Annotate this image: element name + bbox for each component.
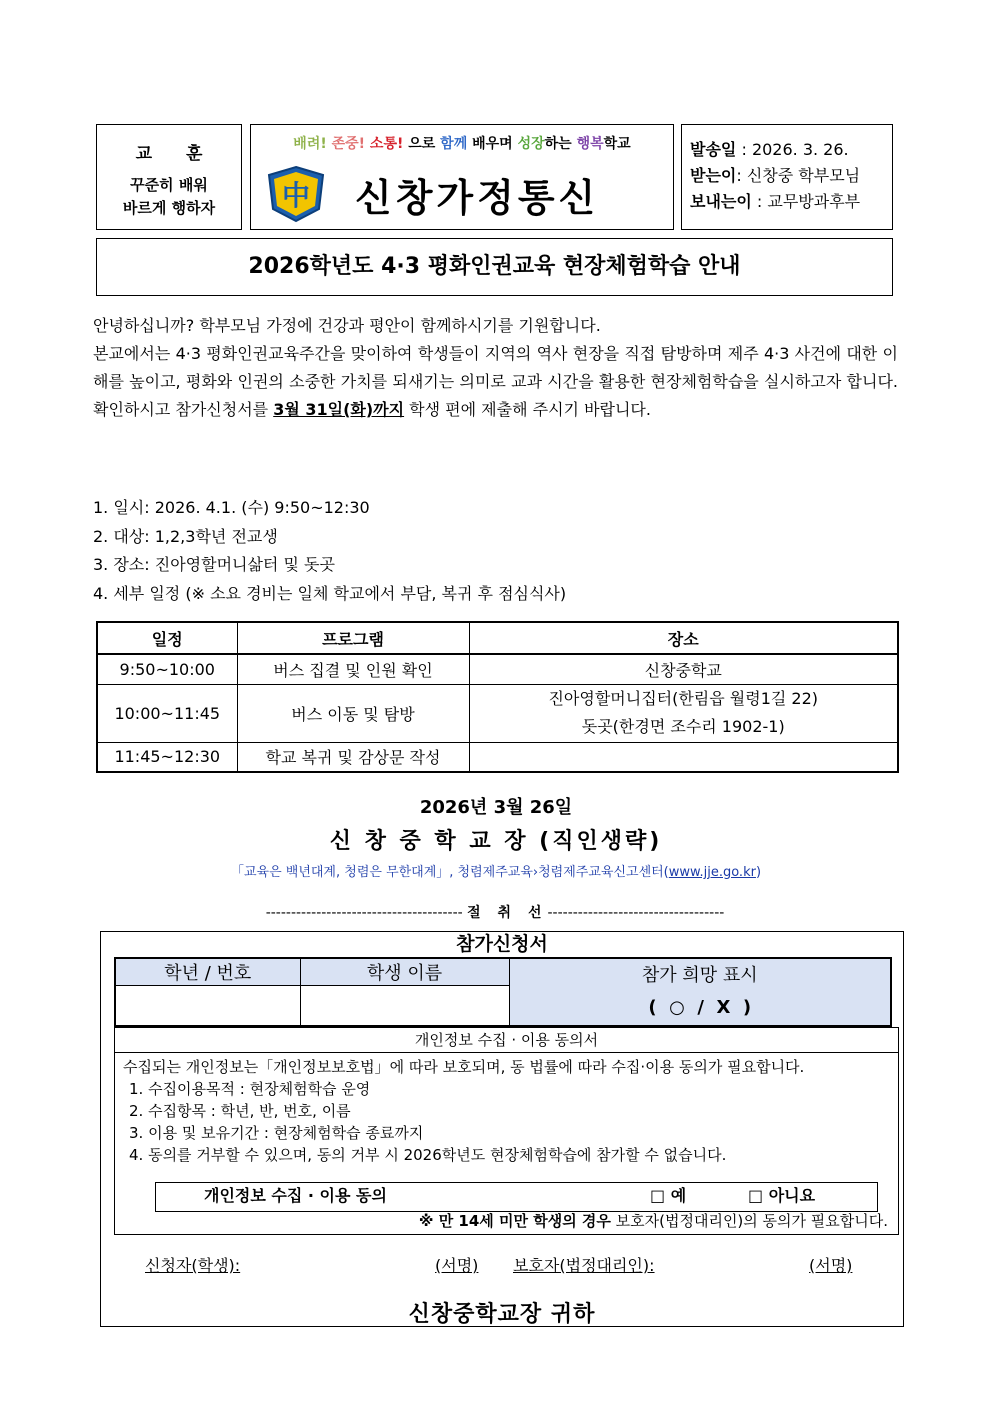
greeting: 안녕하십니까? 학부모님 가정에 건강과 평안이 함께하시기를 기원합니다. [93, 316, 601, 335]
participation-header: 참가 희망 표시 [641, 964, 758, 986]
consent-no-checkbox[interactable]: □ 아니요 [748, 1186, 816, 1205]
guardian-signature[interactable]: (서명) [809, 1256, 853, 1275]
row-time: 11:45~12:30 [97, 742, 237, 772]
consent-item: 3. 이용 및 보유기간 : 현장체험학습 종료까지 [129, 1124, 424, 1142]
place-line-2: 돗곳(한경면 조수리 1902-1) [581, 717, 785, 736]
campaign-text: 「교육은 백년대계, 청렴은 무한대계」, 청렴제주교육›청렴제주교육신고센터( [230, 865, 669, 880]
place-line-1: 진아영할머니집터(한림읍 월령1길 22) [548, 689, 819, 708]
sent-date-value: : 2026. 3. 26. [736, 140, 849, 159]
slogan-part: 행복 [576, 136, 604, 152]
table-row [97, 742, 898, 772]
schedule-table [96, 621, 899, 773]
integrity-campaign [0, 861, 992, 880]
recipient-label: 받는이 [690, 166, 737, 185]
sent-date-label: 발송일 [690, 140, 737, 159]
row-place [469, 742, 898, 772]
applicant-signature[interactable]: (서명) [435, 1256, 479, 1275]
minor-consent-note [419, 1210, 888, 1232]
row-place [469, 684, 898, 742]
slogan-part: 함께 [440, 136, 468, 152]
cut-dashes-left: --------------------------------------- [265, 905, 468, 921]
form-addressee: 신창중학교장 귀하 [408, 1302, 596, 1327]
header-time: 일정 [97, 622, 237, 654]
intro-body [93, 340, 898, 424]
row-time: 9:50~10:00 [97, 654, 237, 684]
newsletter-title: 신창가정통신 [355, 176, 600, 220]
campaign-link[interactable]: www.jje.go.kr [668, 865, 756, 880]
grade-number-header: 학년 / 번호 [115, 958, 300, 986]
intro-body-end: 학생 편에 제출해 주시기 바랍니다. [404, 400, 651, 419]
row-program: 학교 복귀 및 감상문 작성 [237, 742, 469, 772]
minor-note-bold: ※ 만 14세 미만 학생의 경우 [418, 1212, 611, 1230]
recipient-row [690, 163, 892, 189]
slogan-part: 성장 [517, 136, 545, 152]
sender-value: : 교무방과후부 [751, 192, 861, 211]
sender-label: 보내는이 [690, 192, 752, 211]
recipient-value: : 신창중 학부모님 [736, 166, 861, 185]
consent-agreement-box [155, 1182, 878, 1212]
consent-intro: 수집되는 개인정보는「개인정보보호법」에 따라 보호되며, 동 법률에 따라 수집·이용 동의가 필요합니다. [123, 1058, 805, 1076]
row-program: 버스 집결 및 인원 확인 [237, 654, 469, 684]
consent-item: 1. 수집이용목적 : 현장체험학습 운영 [129, 1080, 371, 1098]
slogan-part: 존중! [331, 136, 370, 152]
motto-line-1: 꾸준히 배워 [130, 176, 208, 194]
campaign-close: ) [755, 865, 762, 880]
motto-line-2: 바르게 행하자 [122, 199, 216, 217]
event-details-list [93, 494, 898, 608]
minor-note-rest: 보호자(법정대리인)의 동의가 필요합니다. [610, 1212, 888, 1230]
detail-schedule-note: 4. 세부 일정 (※ 소요 경비는 일체 학교에서 부담, 복귀 후 점심식사) [93, 583, 567, 603]
motto-title: 교 훈 [135, 144, 217, 164]
application-form [100, 931, 904, 1327]
schedule-table-wrapper [96, 621, 899, 773]
table-row [97, 654, 898, 684]
consent-agreement-label: 개인정보 수집 · 이용 동의 [204, 1186, 387, 1205]
form-title: 참가신청서 [456, 933, 548, 955]
cut-dashes-right: ----------------------------------- [547, 905, 725, 921]
consent-yes-checkbox[interactable]: □ 예 [650, 1186, 687, 1205]
row-place: 신창중학교 [469, 654, 898, 684]
due-date: 3월 31일(화)까지 [273, 400, 405, 419]
header-place: 장소 [469, 622, 898, 654]
participation-options: ( ○ / X ) [648, 996, 752, 1018]
header-program: 프로그램 [237, 622, 469, 654]
grade-number-input[interactable] [115, 986, 300, 1026]
consent-title: 개인정보 수집 · 이용 동의서 [115, 1028, 898, 1053]
motto-box [96, 124, 242, 230]
applicant-label: 신청자(학생): [145, 1256, 241, 1275]
row-program: 버스 이동 및 탐방 [237, 684, 469, 742]
intro-text [93, 312, 898, 424]
detail-place: 3. 장소: 진아영할머니삶터 및 돗곳 [93, 555, 335, 574]
table-row [97, 684, 898, 742]
intro-body-start: 본교에서는 4·3 평화인권교육주간을 맞이하여 학생들이 지역의 역사 현장을 직접 탐방하며 제주 4·3 사건에 대한 이해를 높이고, 평화와 인권의 소중한 가치를 되새기는 의미로 교과 시간을 활용한 현장체험학습을 실시하고자 합니다. 확인하시고 참가신청서를 [93, 344, 898, 419]
issue-date: 2026년 3월 26일 [419, 797, 573, 818]
slogan-part: 소통! [369, 136, 409, 152]
student-name-header: 학생 이름 [300, 958, 509, 986]
cut-label: 절 취 선 [467, 905, 548, 921]
document-headline: 2026학년도 4·3 평화인권교육 현장체험학습 안내 [96, 238, 893, 296]
newsletter-title-box [250, 124, 674, 230]
participation-cell [509, 958, 891, 1026]
slogan-part: 배우며 [467, 136, 518, 152]
dispatch-info-box [681, 124, 893, 230]
application-table [114, 957, 892, 1027]
privacy-consent-section [114, 1027, 899, 1235]
slogan-part: 배려! [293, 136, 332, 152]
slogan-part: 학교 [603, 136, 631, 152]
slogan-part: 하는 [544, 136, 577, 152]
school-slogan [251, 133, 673, 153]
sent-date-row [690, 137, 892, 163]
cut-line [110, 902, 880, 922]
emblem-character: 中 [281, 179, 311, 212]
consent-item: 4. 동의를 거부할 수 있으며, 동의 거부 시 2026학년도 현장체험학습에 참가할 수 없습니다. [129, 1146, 727, 1164]
student-name-input[interactable] [300, 986, 509, 1026]
sender-row [690, 189, 892, 215]
consent-item: 2. 수집항목 : 학년, 반, 번호, 이름 [129, 1102, 351, 1120]
detail-target: 2. 대상: 1,2,3학년 전교생 [93, 526, 278, 546]
detail-date: 1. 일시: 2026. 4.1. (수) 9:50~12:30 [93, 498, 370, 517]
principal-signature: 신 창 중 학 교 장 (직인생략) [329, 829, 663, 854]
guardian-label: 보호자(법정대리인): [513, 1256, 655, 1275]
slogan-part: 으로 [408, 136, 441, 152]
row-time: 10:00~11:45 [97, 684, 237, 742]
school-emblem-icon [265, 165, 327, 223]
